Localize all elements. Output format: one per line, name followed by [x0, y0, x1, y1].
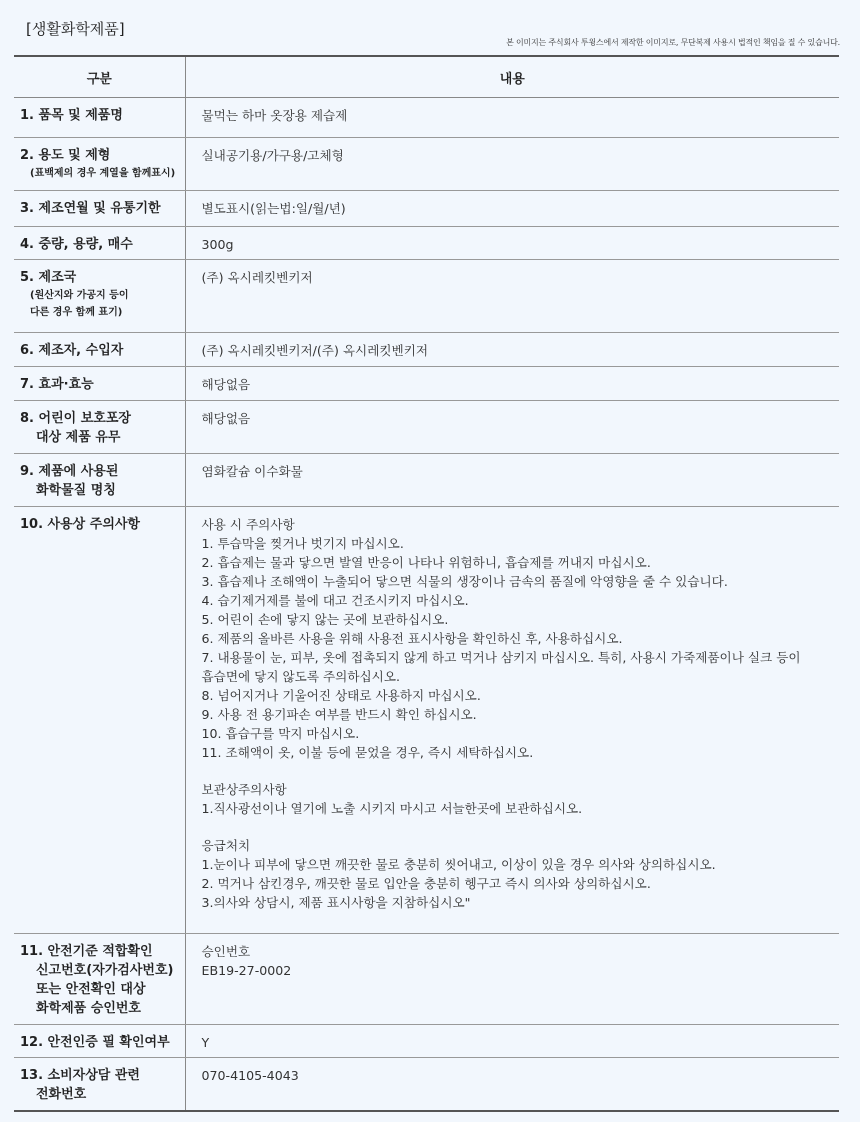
row-value: 해당없음	[185, 367, 839, 401]
row-key: 12. 안전인증 필 확인여부	[14, 1025, 185, 1058]
row-value: (주) 옥시레킷벤키저	[185, 260, 839, 333]
table-row	[14, 191, 839, 227]
table-row	[14, 1058, 839, 1111]
table-row	[14, 507, 839, 934]
page-title: [생활화학제품]	[26, 20, 125, 38]
row-key: 3. 제조연월 및 유통기한	[14, 191, 185, 227]
table-row	[14, 333, 839, 367]
table-row	[14, 401, 839, 454]
row-value: 물먹는 하마 옷장용 제습제	[185, 98, 839, 138]
table-row	[14, 98, 839, 138]
row-value: 승인번호 EB19-27-0002	[185, 934, 839, 1025]
table-header-row	[14, 56, 839, 98]
table-row	[14, 1025, 839, 1058]
row-key: 2. 용도 및 제형 (표백제의 경우 계열을 함께표시)	[14, 138, 185, 191]
table-row	[14, 367, 839, 401]
row-value: 해당없음	[185, 401, 839, 454]
row-key: 7. 효과·효능	[14, 367, 185, 401]
row-key: 1. 품목 및 제품명	[14, 98, 185, 138]
row-value: 별도표시(읽는법:일/월/년)	[185, 191, 839, 227]
copyright-notice: 본 이미지는 주식회사 투윙스에서 제작한 이미지로, 무단복제 사용시 법적인 책임을 질 수 있습니다.	[506, 38, 840, 47]
row-value: 실내공기용/가구용/고체형	[185, 138, 839, 191]
column-header-category: 구분	[14, 56, 185, 98]
row-key: 10. 사용상 주의사항	[14, 507, 185, 934]
row-key: 11. 안전기준 적합확인 신고번호(자가검사번호) 또는 안전확인 대상 화학제품 승인번호	[14, 934, 185, 1025]
row-value: 070-4105-4043	[185, 1058, 839, 1111]
row-key: 4. 중량, 용량, 매수	[14, 227, 185, 260]
table-row	[14, 454, 839, 507]
row-value: (주) 옥시레킷벤키저/(주) 옥시레킷벤키저	[185, 333, 839, 367]
row-key: 9. 제품에 사용된 화학물질 명칭	[14, 454, 185, 507]
column-header-content: 내용	[185, 56, 839, 98]
row-value: Y	[185, 1025, 839, 1058]
row-key: 6. 제조자, 수입자	[14, 333, 185, 367]
product-info-table	[14, 55, 839, 1112]
row-key: 8. 어린이 보호포장 대상 제품 유무	[14, 401, 185, 454]
table-row	[14, 227, 839, 260]
row-key: 13. 소비자상담 관련 전화번호	[14, 1058, 185, 1111]
table-row	[14, 934, 839, 1025]
row-value: 300g	[185, 227, 839, 260]
row-value: 사용 시 주의사항 1. 투습막을 찢거나 벗기지 마십시오. 2. 흡습제는 물과 닿으면 발열 반응이 나타나 위험하니, 흡습제를 꺼내지 마십시오. 3. 흡습제나 조해액이 누출되어 닿으면 식물의 생장이나 금속의 품질에 악영향을 줄 수 있습니다. 4. 습기제거제를 불에 대고 건조시키지 마십시오. 5. 어린이 손에 닿지 않는 곳에 보관하십시오. 6. 제품의 올바른 사용을 위해 사용전 표시사항을 확인하신 후, 사용하십시오. 7. 내용물이 눈, 피부, 옷에 접촉되지 않게 하고 먹거나 삼키지 마십시오. 특히, 사용시 가죽제품이나 실크 등이 흡습면에 닿지 않도록 주의하십시오. 8. 넘어지거나 기울어진 상태로 사용하지 마십시오. 9. 사용 전 용기파손 여부를 반드시 확인 하십시오. 10. 흡습구를 막지 마십시오. 11. 조해액이 옷, 이불 등에 묻었을 경우, 즉시 세탁하십시오. 보관상주의사항 1.직사광선이나 열기에 노출 시키지 마시고 서늘한곳에 보관하십시오. 응급처치 1.눈이나 피부에 닿으면 깨끗한 물로 충분히 씻어내고, 이상이 있을 경우 의사와 상의하십시오. 2. 먹거나 삼킨경우, 깨끗한 물로 입안을 충분히 헹구고 즉시 의사와 상의하십시오. 3.의사와 상담시, 제품 표시사항을 지참하십시오"	[185, 507, 839, 934]
header	[0, 0, 860, 56]
row-key: 5. 제조국 (원산지와 가공지 등이 다른 경우 함께 표기)	[14, 260, 185, 333]
row-value: 염화칼슘 이수화물	[185, 454, 839, 507]
table-row	[14, 138, 839, 191]
table-row	[14, 260, 839, 333]
